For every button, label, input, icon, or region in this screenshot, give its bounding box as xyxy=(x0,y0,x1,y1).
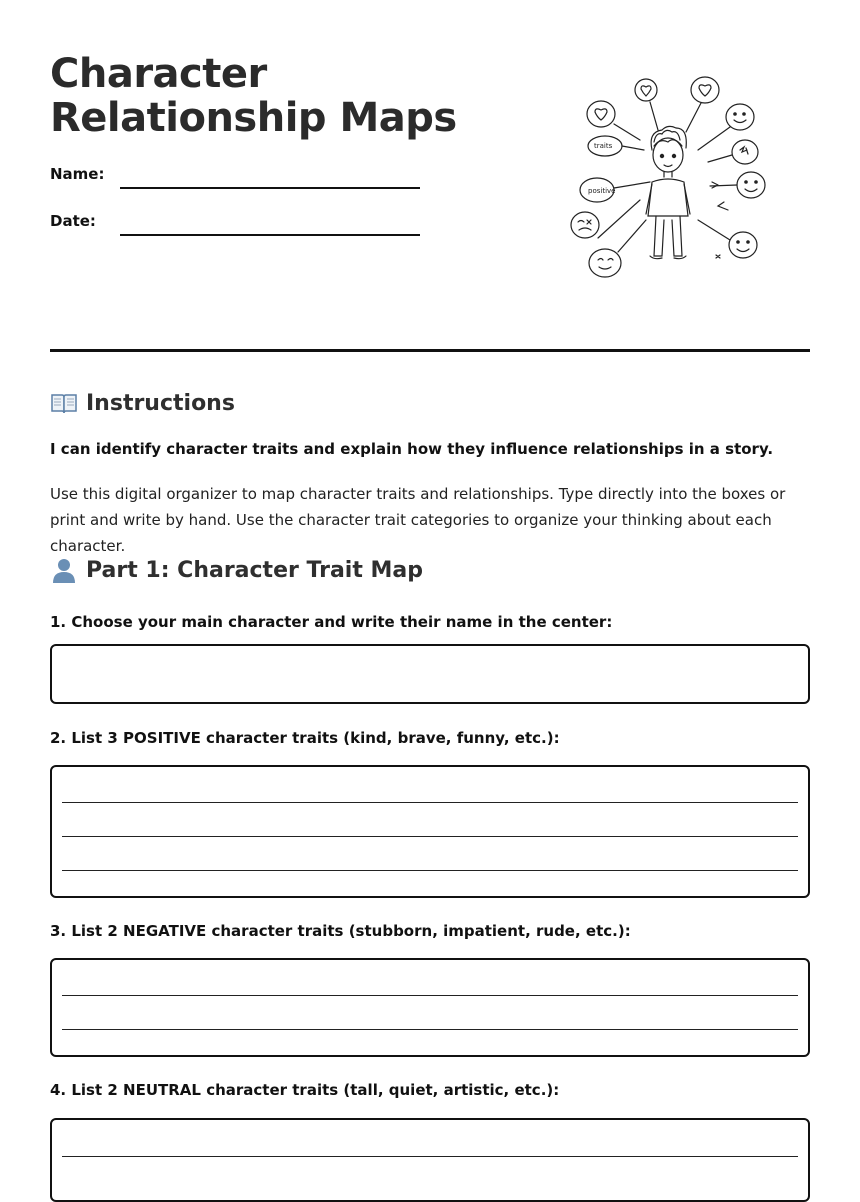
name-field[interactable] xyxy=(120,187,420,189)
page-title: Character Relationship Maps xyxy=(50,51,457,141)
positive-traits-box[interactable] xyxy=(50,765,810,898)
bubble-label-positive: positive xyxy=(588,187,616,195)
part1-heading-text: Part 1: Character Trait Map xyxy=(86,557,423,583)
character-traits-illustration xyxy=(568,70,768,282)
write-line xyxy=(62,802,798,803)
write-line xyxy=(62,1156,798,1157)
section-divider xyxy=(50,349,810,352)
instructions-body: Use this digital organizer to map character traits and relationships. Type directly into the boxes or print and write by hand. Use the character trait categories to organize your thinking about each character. xyxy=(50,485,786,555)
instructions-heading-text: Instructions xyxy=(86,390,235,416)
person-silhouette-icon xyxy=(50,556,78,584)
neutral-traits-box[interactable] xyxy=(50,1118,810,1202)
write-line xyxy=(62,836,798,837)
open-book-icon xyxy=(50,389,78,417)
bubble-label-traits: traits xyxy=(594,142,613,150)
question-1-label: 1. Choose your main character and write their name in the center: xyxy=(50,613,613,631)
negative-traits-box[interactable] xyxy=(50,958,810,1057)
instructions-heading xyxy=(50,389,235,417)
part1-heading xyxy=(50,556,423,584)
date-field[interactable] xyxy=(120,234,420,236)
write-line xyxy=(62,1029,798,1030)
name-label: Name: xyxy=(50,165,105,183)
date-label: Date: xyxy=(50,212,96,230)
write-line xyxy=(62,995,798,996)
boy-figure xyxy=(646,126,690,258)
main-character-input[interactable] xyxy=(50,644,810,704)
write-line xyxy=(62,870,798,871)
question-2-label: 2. List 3 POSITIVE character traits (kind, brave, funny, etc.): xyxy=(50,729,560,747)
question-4-label: 4. List 2 NEUTRAL character traits (tall, quiet, artistic, etc.): xyxy=(50,1081,560,1099)
question-3-label: 3. List 2 NEGATIVE character traits (stubborn, impatient, rude, etc.): xyxy=(50,922,631,940)
learning-goal: I can identify character traits and explain how they influence relationships in a story. xyxy=(50,440,774,458)
trait-bubbles xyxy=(571,77,765,277)
